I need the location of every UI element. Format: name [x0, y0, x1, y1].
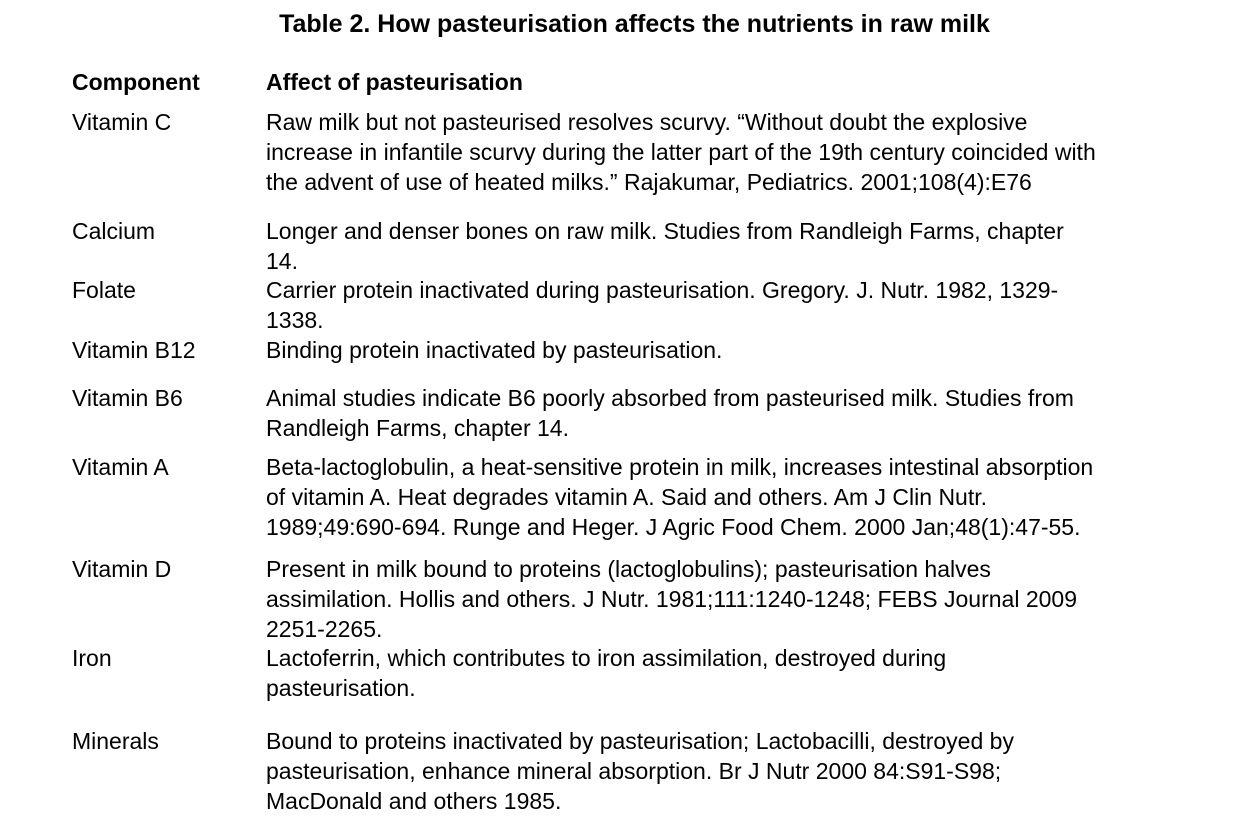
row-component-vitamin-a: Vitamin A [72, 454, 169, 480]
row-effect-line: Longer and denser bones on raw milk. Studies from Randleigh Farms, chapter [266, 218, 1064, 244]
row-effect-line: increase in infantile scurvy during the latter part of the 19th century coincided with [266, 139, 1096, 165]
table-title: Table 2. How pasteurisation affects the nutrients in raw milk [279, 10, 990, 38]
row-effect-line: Beta-lactoglobulin, a heat-sensitive protein in milk, increases intestinal absorption [266, 454, 1094, 480]
row-effect-line: Bound to proteins inactivated by pasteurisation; Lactobacilli, destroyed by [266, 728, 1014, 754]
row-component-minerals: Minerals [72, 728, 159, 754]
row-component-folate: Folate [72, 277, 136, 303]
row-effect-line: the advent of use of heated milks.” Rajakumar, Pediatrics. 2001;108(4):E76 [266, 169, 1032, 195]
row-effect-line: Lactoferrin, which contributes to iron assimilation, destroyed during [266, 645, 947, 671]
row-effect-line: Binding protein inactivated by pasteurisation. [266, 337, 723, 363]
row-component-calcium: Calcium [72, 218, 156, 244]
row-effect-line: Present in milk bound to proteins (lactoglobulins); pasteurisation halves [266, 556, 991, 582]
row-component-vitamin-b12: Vitamin B12 [72, 337, 196, 363]
row-effect-line: Carrier protein inactivated during pasteurisation. Gregory. J. Nutr. 1982, 1329- [266, 277, 1059, 303]
row-component-iron: Iron [72, 645, 112, 671]
row-effect-line: Randleigh Farms, chapter 14. [266, 415, 569, 441]
row-effect-line: Animal studies indicate B6 poorly absorbed from pasteurised milk. Studies from [266, 385, 1074, 411]
row-effect-line: Raw milk but not pasteurised resolves scurvy. “Without doubt the explosive [266, 109, 1028, 135]
column-header-effect: Affect of pasteurisation [266, 69, 523, 95]
row-effect-line: 1338. [266, 307, 324, 333]
row-effect-line: of vitamin A. Heat degrades vitamin A. Said and others. Am J Clin Nutr. [266, 484, 988, 510]
row-component-vitamin-c: Vitamin C [72, 109, 172, 135]
row-effect-line: 1989;49:690-694. Runge and Heger. J Agric Food Chem. 2000 Jan;48(1):47-55. [266, 514, 1081, 540]
row-effect-line: 2251-2265. [266, 616, 383, 642]
row-effect-line: assimilation. Hollis and others. J Nutr. 1981;111:1240-1248; FEBS Journal 2009 [266, 586, 1078, 612]
row-effect-line: 14. [266, 248, 298, 274]
row-component-vitamin-b6: Vitamin B6 [72, 385, 183, 411]
column-header-component: Component [72, 69, 200, 95]
row-effect-line: pasteurisation. [266, 675, 416, 701]
row-effect-line: MacDonald and others 1985. [266, 788, 562, 814]
row-component-vitamin-d: Vitamin D [72, 556, 172, 582]
row-effect-line: pasteurisation, enhance mineral absorption. Br J Nutr 2000 84:S91-S98; [266, 758, 1002, 784]
